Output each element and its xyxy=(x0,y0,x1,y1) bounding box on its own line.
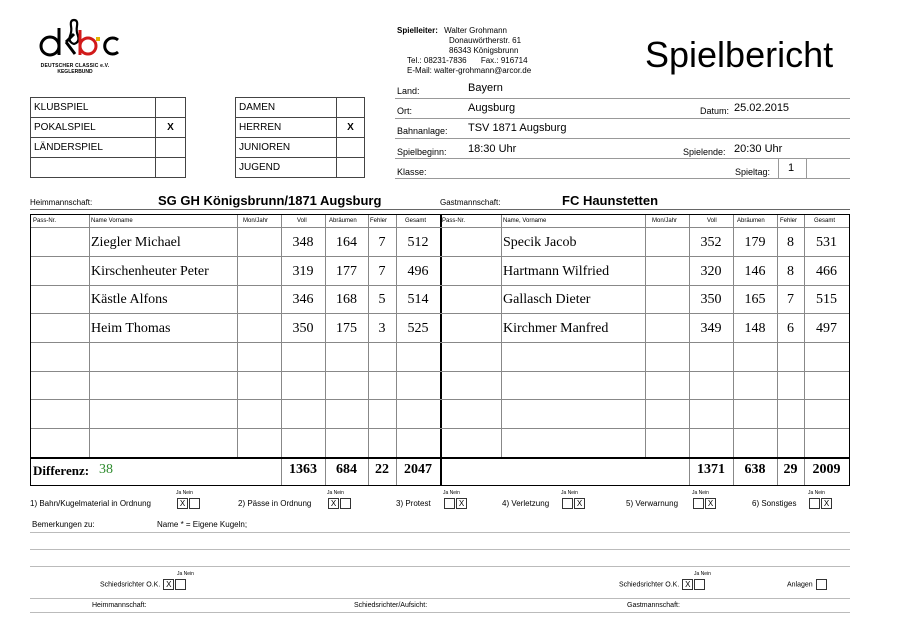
logo-line1: DEUTSCHER CLASSIC e.V. xyxy=(40,63,110,69)
header-voll: Voll xyxy=(707,218,717,224)
spielende-value: 20:30 Uhr xyxy=(734,143,783,155)
spielleiter-label: Spielleiter: xyxy=(397,26,438,35)
player-voll: 348 xyxy=(292,235,314,250)
datum-value: 25.02.2015 xyxy=(734,102,790,114)
land-value: Bayern xyxy=(468,82,503,94)
player-abr: 179 xyxy=(744,235,766,250)
player-abr: 164 xyxy=(336,235,357,250)
player-ges: 466 xyxy=(816,264,837,279)
player-abr: 168 xyxy=(336,292,357,307)
check-ja-checkbox[interactable] xyxy=(809,498,820,509)
player-ges: 512 xyxy=(407,235,429,250)
category-row xyxy=(31,158,186,178)
player-ges: 496 xyxy=(407,264,429,279)
player-fehler: 3 xyxy=(378,321,386,336)
player-name: Kirschenheuter Peter xyxy=(91,264,209,279)
player-fehler: 7 xyxy=(378,235,386,250)
spielleiter-fax: Fax.: 916714 xyxy=(480,56,528,65)
logo-graphic xyxy=(30,18,120,58)
player-name: Hartmann Wilfried xyxy=(503,264,610,279)
header-fehler: Fehler xyxy=(780,218,798,224)
player-name: Heim Thomas xyxy=(91,321,171,336)
page-title: Spielbericht xyxy=(645,34,834,75)
spielleiter-block xyxy=(397,26,531,76)
header-pass: Pass-Nr. xyxy=(442,218,466,224)
player-abr: 148 xyxy=(744,321,766,336)
home-total-gesamt: 2047 xyxy=(404,462,432,477)
spieltag-value: 1 xyxy=(788,162,795,174)
player-voll: 349 xyxy=(700,321,722,336)
logo-line2: KEGLERBUND xyxy=(57,69,93,75)
bahnanlage-value: TSV 1871 Augsburg xyxy=(468,122,567,134)
spielleiter-name: Walter Grohmann xyxy=(444,26,507,35)
header-mon: Mon/Jahr xyxy=(243,218,269,224)
check-nein-checkbox[interactable] xyxy=(189,498,200,509)
ja-nein-label: Ja Nein xyxy=(176,490,193,496)
spielbeginn-value: 18:30 Uhr xyxy=(468,143,517,155)
spielleiter-email: E-Mail: walter-grohmann@arcor.de xyxy=(407,66,532,75)
player-name: Specik Jacob xyxy=(503,235,577,250)
player-fehler: 6 xyxy=(787,321,794,336)
player-ges: 525 xyxy=(407,321,429,336)
player-abr: 146 xyxy=(744,264,766,279)
schiri-left-ja-checkbox[interactable]: X xyxy=(163,579,174,590)
spielende-label: Spielende: xyxy=(683,147,726,157)
guest-total-fehler: 29 xyxy=(783,462,798,477)
check-label: 3) Protest xyxy=(396,499,431,508)
player-voll: 319 xyxy=(292,264,314,279)
remarks-label: Bemerkungen zu: xyxy=(32,520,95,529)
category-row: JUGEND xyxy=(236,158,365,178)
score-grid xyxy=(30,214,850,486)
check-label: 4) Verletzung xyxy=(502,499,550,508)
ja-nein-label: Ja Nein xyxy=(177,571,194,577)
ja-nein-label: Ja Nein xyxy=(327,490,344,496)
home-total-voll: 1363 xyxy=(289,462,317,477)
check-ja-checkbox[interactable] xyxy=(693,498,704,509)
check-nein-checkbox[interactable]: X xyxy=(705,498,716,509)
player-abr: 165 xyxy=(744,292,766,307)
spieltag-label: Spieltag: xyxy=(735,167,771,177)
ort-label: Ort: xyxy=(397,106,412,116)
bahnanlage-label: Bahnanlage: xyxy=(397,126,448,136)
player-fehler: 7 xyxy=(787,292,794,307)
header-gesamt: Gesamt xyxy=(814,218,836,224)
player-voll: 346 xyxy=(292,292,314,307)
header-gesamt: Gesamt xyxy=(405,218,427,224)
category-row: LÄNDERSPIEL xyxy=(31,138,186,158)
differenz-value: 38 xyxy=(99,462,113,477)
header-abr: Abräumen xyxy=(329,218,357,224)
player-abr: 175 xyxy=(336,321,357,336)
anlagen-label: Anlagen xyxy=(787,579,827,590)
remarks-text: Name * = Eigene Kugeln; xyxy=(157,520,248,529)
player-voll: 320 xyxy=(700,264,722,279)
category-table-right xyxy=(235,97,365,178)
check-ja-checkbox[interactable]: X xyxy=(328,498,339,509)
home-total-abr: 684 xyxy=(336,462,357,477)
datum-label: Datum: xyxy=(700,106,730,116)
guest-total-abr: 638 xyxy=(744,462,766,477)
spielleiter-city: 86343 Königsbrunn xyxy=(449,46,519,55)
anlagen-checkbox[interactable] xyxy=(816,579,827,590)
header-abr: Abräumen xyxy=(737,218,765,224)
header-mon: Mon/Jahr xyxy=(652,218,678,224)
check-ja-checkbox[interactable] xyxy=(562,498,573,509)
schiri-right-nein-checkbox[interactable] xyxy=(694,579,705,590)
check-ja-checkbox[interactable] xyxy=(444,498,455,509)
ort-value: Augsburg xyxy=(468,102,516,114)
header-pass: Pass-Nr. xyxy=(33,218,57,224)
player-voll: 350 xyxy=(700,292,722,307)
player-ges: 531 xyxy=(816,235,837,250)
player-voll: 352 xyxy=(700,235,722,250)
signature-referee-label: Schiedsrichter/Aufsicht: xyxy=(354,602,428,609)
ja-nein-label: Ja Nein xyxy=(808,490,825,496)
spielleiter-tel: Tel.: 08231-7836 xyxy=(407,56,467,65)
dkbc-logo xyxy=(30,18,120,78)
check-nein-checkbox[interactable]: X xyxy=(456,498,467,509)
ja-nein-label: Ja Nein xyxy=(694,571,711,577)
player-ges: 497 xyxy=(816,321,837,336)
home-total-fehler: 22 xyxy=(375,462,389,477)
signature-home-label: Heimmannschaft: xyxy=(92,602,147,609)
category-row: KLUBSPIEL xyxy=(31,98,186,118)
check-label: 1) Bahn/Kugelmaterial in Ordnung xyxy=(30,499,151,508)
ja-nein-label: Ja Nein xyxy=(443,490,460,496)
player-name: Kästle Alfons xyxy=(91,292,168,307)
player-fehler: 8 xyxy=(787,235,794,250)
check-label: 6) Sonstiges xyxy=(752,499,797,508)
home-team-label: Heimmannschaft: xyxy=(30,198,93,207)
player-fehler: 7 xyxy=(378,264,386,279)
spielleiter-street: Donauwörtherstr. 61 xyxy=(449,36,522,45)
player-ges: 514 xyxy=(407,292,429,307)
category-row: JUNIOREN xyxy=(236,138,365,158)
guest-team-name: FC Haunstetten xyxy=(562,193,659,208)
header-fehler: Fehler xyxy=(370,218,388,224)
check-label: 5) Verwarnung xyxy=(626,499,679,508)
spielbeginn-label: Spielbeginn: xyxy=(397,147,447,157)
guest-total-gesamt: 2009 xyxy=(812,462,841,477)
category-row: DAMEN xyxy=(236,98,365,118)
schiri-ok-right-label: Schiedsrichter O.K. X xyxy=(619,579,705,590)
player-abr: 177 xyxy=(336,264,357,279)
player-ges: 515 xyxy=(816,292,837,307)
schiri-right-ja-checkbox[interactable]: X xyxy=(682,579,693,590)
player-voll: 350 xyxy=(292,321,314,336)
category-row: HERREN X xyxy=(236,118,365,138)
category-row: POKALSPIEL X xyxy=(31,118,186,138)
check-nein-checkbox[interactable]: X xyxy=(821,498,832,509)
home-team-name: SG GH Königsbrunn/1871 Augsburg xyxy=(158,193,382,208)
player-name: Gallasch Dieter xyxy=(503,292,591,307)
header-name: Name Vorname xyxy=(91,218,133,224)
guest-total-voll: 1371 xyxy=(697,462,725,477)
signature-guest-label: Gastmannschaft: xyxy=(627,602,680,609)
check-ja-checkbox[interactable]: X xyxy=(177,498,188,509)
player-fehler: 8 xyxy=(787,264,794,279)
category-table-left xyxy=(30,97,186,178)
klasse-label: Klasse: xyxy=(397,167,427,177)
ja-nein-label: Ja Nein xyxy=(561,490,578,496)
schiri-left-nein-checkbox[interactable] xyxy=(175,579,186,590)
guest-team-label: Gastmannschaft: xyxy=(440,198,501,207)
header-name: Name, Vorname xyxy=(503,218,547,224)
check-nein-checkbox[interactable] xyxy=(340,498,351,509)
player-name: Ziegler Michael xyxy=(91,235,181,250)
ja-nein-label: Ja Nein xyxy=(692,490,709,496)
header-voll: Voll xyxy=(297,218,307,224)
check-nein-checkbox[interactable]: X xyxy=(574,498,585,509)
player-fehler: 5 xyxy=(378,292,386,307)
check-label: 2) Pässe in Ordnung xyxy=(238,499,312,508)
schiri-ok-left-label: Schiedsrichter O.K. X xyxy=(100,579,186,590)
player-name: Kirchmer Manfred xyxy=(503,321,609,336)
land-label: Land: xyxy=(397,86,420,96)
differenz-label: Differenz: xyxy=(33,463,90,478)
